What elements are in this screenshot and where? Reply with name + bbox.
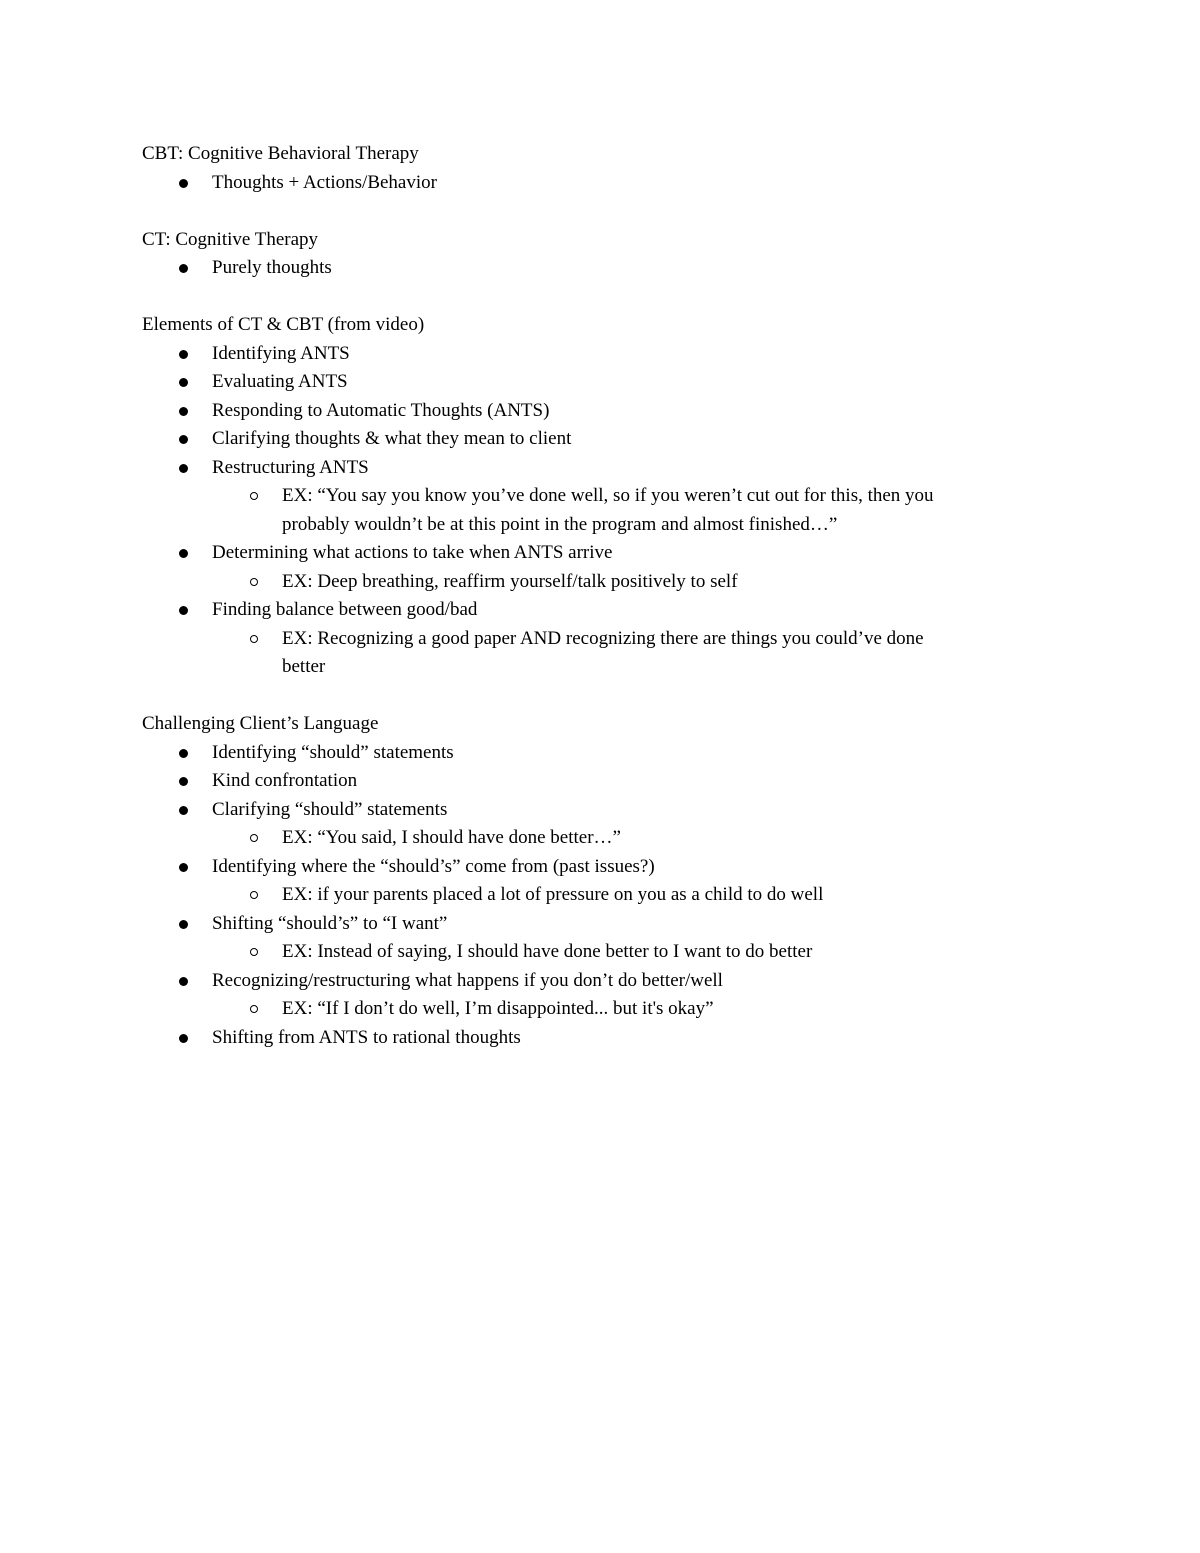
bullet-dot-icon: [179, 863, 188, 872]
bullet-dot-icon: [179, 749, 188, 758]
list-item: [142, 596, 1042, 682]
list-item-text: Determining what actions to take when ANTS arrive: [212, 542, 613, 563]
document-page: [142, 140, 1042, 1081]
list-item: [142, 254, 1042, 283]
list-item: [142, 340, 1042, 369]
bullet-dot-icon: [179, 777, 188, 786]
sub-list-item-text: EX: if your parents placed a lot of pressure on you as a child to do well: [282, 884, 824, 905]
sub-bullet-list: [212, 824, 1042, 853]
bullet-list: [142, 169, 1042, 198]
list-item-text: Purely thoughts: [212, 257, 332, 278]
list-item: [142, 397, 1042, 426]
list-item-text: Finding balance between good/bad: [212, 599, 478, 620]
list-item-text: Restructuring ANTS: [212, 456, 369, 478]
sub-list-item: [212, 938, 952, 967]
bullet-list: [142, 340, 1042, 682]
sub-bullet-list: [212, 881, 1042, 910]
bullet-circle-icon: [250, 891, 258, 899]
bullet-circle-icon: [250, 1005, 258, 1013]
list-item-text: Thoughts + Actions/Behavior: [212, 171, 437, 193]
bullet-dot-icon: [179, 264, 188, 273]
list-item-text: Shifting from ANTS to rational thoughts: [212, 1026, 521, 1048]
bullet-list: [142, 254, 1042, 283]
section-heading: CBT: Cognitive Behavioral Therapy: [142, 143, 419, 164]
list-item: [142, 767, 1042, 796]
list-item: [142, 1024, 1042, 1053]
bullet-dot-icon: [179, 435, 188, 444]
section-heading: Elements of CT & CBT (from video): [142, 314, 425, 335]
bullet-circle-icon: [250, 492, 258, 500]
bullet-circle-icon: [250, 635, 258, 643]
section-heading: CT: Cognitive Therapy: [142, 228, 319, 250]
sub-list-item: [212, 625, 952, 682]
bullet-circle-icon: [250, 578, 258, 586]
bullet-dot-icon: [179, 407, 188, 416]
list-item-text: Responding to Automatic Thoughts (ANTS): [212, 399, 550, 421]
sub-bullet-list: [212, 482, 1042, 539]
section: [142, 140, 1042, 197]
bullet-circle-icon: [250, 948, 258, 956]
bullet-dot-icon: [179, 378, 188, 387]
list-item-text: Identifying where the “should’s” come from (past issues?): [212, 855, 655, 877]
section: [142, 710, 1042, 1052]
bullet-dot-icon: [179, 1034, 188, 1043]
sub-bullet-list: [212, 625, 1042, 682]
list-item-text: Recognizing/restructuring what happens if you don’t do better/well: [212, 969, 723, 991]
list-item: [142, 425, 1042, 454]
sub-list-item: [212, 482, 952, 539]
sub-bullet-list: [212, 938, 1042, 967]
section-heading: Challenging Client’s Language: [142, 713, 379, 734]
sub-list-item: [212, 881, 952, 910]
sub-list-item-text: EX: Deep breathing, reaffirm yourself/talk positively to self: [282, 570, 738, 592]
list-item-text: Clarifying thoughts & what they mean to client: [212, 428, 572, 449]
list-item: [142, 796, 1042, 853]
section: [142, 226, 1042, 283]
list-item: [142, 454, 1042, 540]
sub-list-item-text: EX: Instead of saying, I should have done better to I want to do better: [282, 941, 813, 962]
list-item: [142, 539, 1042, 596]
bullet-dot-icon: [179, 606, 188, 615]
section: [142, 311, 1042, 682]
sub-list-item: [212, 995, 952, 1024]
sub-list-item: [212, 568, 952, 597]
sub-list-item-text: EX: “You say you know you’ve done well, so if you weren’t cut out for this, then you probably wouldn’t be at this point in the program and almost finished…”: [282, 485, 934, 535]
list-item: [142, 910, 1042, 967]
list-item-text: Shifting “should’s” to “I want”: [212, 912, 448, 934]
bullet-dot-icon: [179, 179, 188, 188]
sub-list-item-text: EX: “If I don’t do well, I’m disappointed... but it's okay”: [282, 998, 714, 1019]
list-item-text: Evaluating ANTS: [212, 371, 348, 392]
list-item: [142, 853, 1042, 910]
bullet-dot-icon: [179, 920, 188, 929]
bullet-dot-icon: [179, 350, 188, 359]
bullet-dot-icon: [179, 464, 188, 473]
bullet-dot-icon: [179, 806, 188, 815]
list-item-text: Identifying “should” statements: [212, 741, 454, 763]
bullet-dot-icon: [179, 549, 188, 558]
sub-bullet-list: [212, 568, 1042, 597]
list-item: [142, 739, 1042, 768]
sub-bullet-list: [212, 995, 1042, 1024]
list-item-text: Identifying ANTS: [212, 342, 350, 364]
list-item: [142, 169, 1042, 198]
bullet-dot-icon: [179, 977, 188, 986]
list-item: [142, 967, 1042, 1024]
list-item-text: Clarifying “should” statements: [212, 798, 448, 820]
bullet-list: [142, 739, 1042, 1053]
sub-list-item-text: EX: “You said, I should have done better…”: [282, 827, 621, 848]
sub-list-item-text: EX: Recognizing a good paper AND recognizing there are things you could’ve done better: [282, 627, 924, 677]
list-item-text: Kind confrontation: [212, 770, 358, 791]
bullet-circle-icon: [250, 834, 258, 842]
list-item: [142, 368, 1042, 397]
sub-list-item: [212, 824, 952, 853]
